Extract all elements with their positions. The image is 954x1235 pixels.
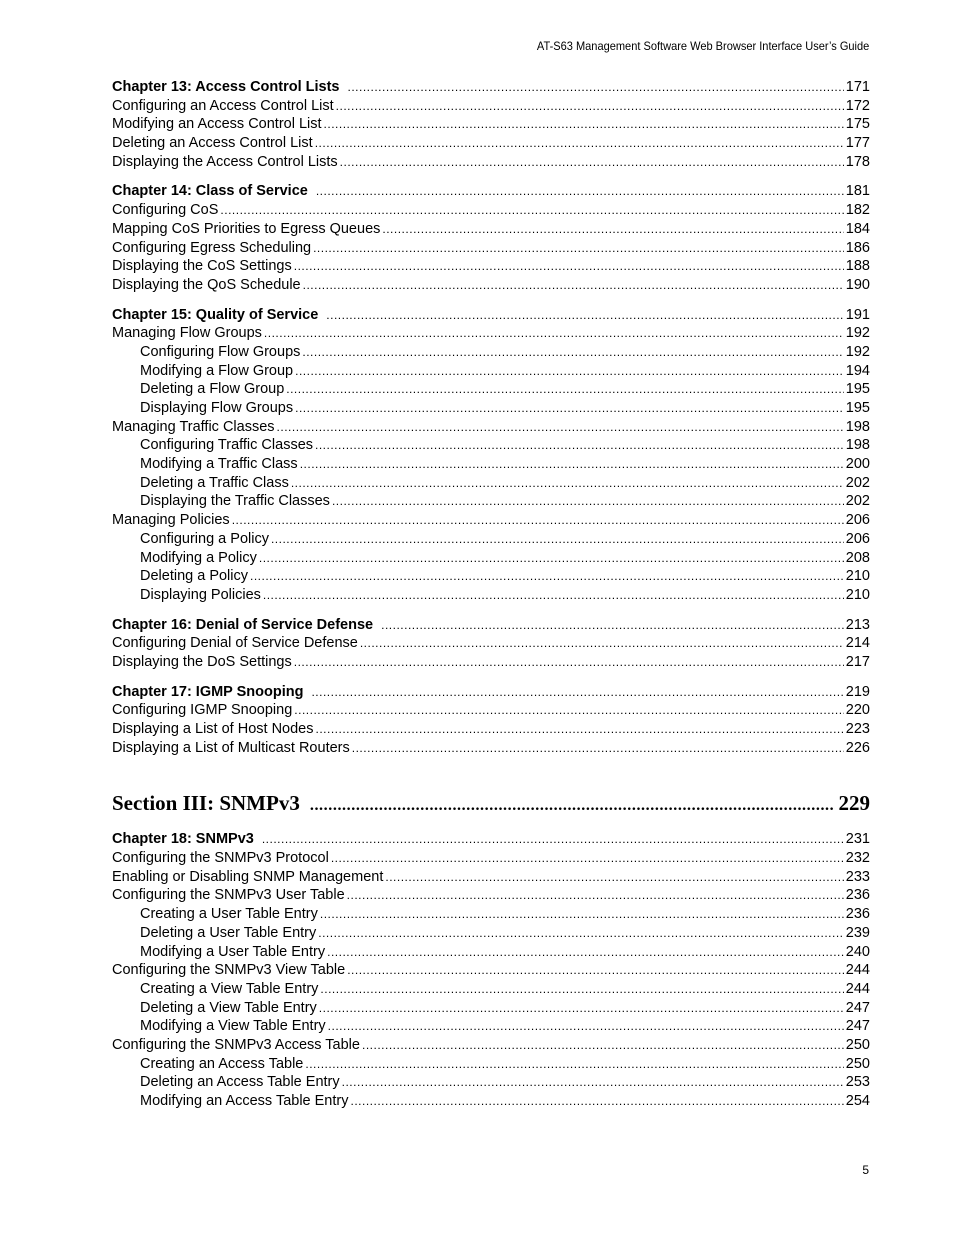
toc-title: Modifying a Flow Group [140, 362, 294, 379]
toc-title: Chapter 15: Quality of Service [112, 306, 319, 323]
toc-page-number: 213 [845, 616, 870, 633]
toc-subentry[interactable] [112, 943, 870, 962]
toc-title: Displaying a List of Host Nodes [112, 721, 314, 737]
toc-entry[interactable] [112, 868, 870, 887]
toc-subentry[interactable] [112, 362, 870, 381]
toc-page-number: 194 [845, 362, 870, 379]
dot-leader [294, 653, 844, 672]
toc-page-number: 217 [845, 653, 870, 670]
toc-page-number: 208 [845, 549, 870, 566]
toc-page-number: 254 [845, 1093, 870, 1109]
dot-leader [326, 306, 844, 325]
toc-page-number: 178 [845, 153, 870, 170]
dot-leader [303, 276, 844, 295]
toc-page-number: 198 [845, 418, 870, 435]
dot-leader [310, 793, 835, 819]
toc-entry[interactable] [112, 511, 870, 530]
toc-title: Creating a View Table Entry [140, 980, 319, 997]
toc-entry[interactable] [112, 739, 870, 758]
toc-page-number: 244 [845, 962, 870, 979]
toc-subentry[interactable] [112, 980, 870, 999]
toc-title: Configuring Denial of Service Defense [112, 635, 358, 652]
toc-page-number: 210 [845, 586, 870, 603]
toc-title: Configuring the SNMPv3 View Table [112, 962, 346, 979]
toc-title: Deleting a Traffic Class [140, 474, 289, 491]
dot-leader [332, 492, 844, 511]
toc-page-number: 236 [845, 887, 870, 904]
toc-subentry[interactable] [112, 455, 870, 474]
dot-leader [336, 97, 844, 116]
dot-leader [328, 1017, 844, 1036]
toc-page-number: 231 [845, 831, 870, 848]
dot-leader [262, 830, 844, 849]
dot-leader [381, 616, 844, 635]
dot-leader [232, 511, 844, 530]
dot-leader [331, 849, 844, 868]
toc-page-number: 244 [845, 980, 870, 997]
toc-title: Chapter 14: Class of Service [112, 183, 308, 200]
dot-leader [318, 924, 844, 943]
toc-page-number: 188 [845, 258, 870, 275]
page-number: 5 [862, 1163, 869, 1177]
toc-chapter-heading[interactable] [112, 78, 870, 97]
toc-subentry[interactable] [112, 586, 870, 605]
toc-subentry[interactable] [112, 1073, 870, 1092]
dot-leader [271, 530, 844, 549]
dot-leader [302, 343, 843, 362]
toc-title: Configuring CoS [112, 202, 219, 219]
dot-leader [313, 239, 844, 258]
toc-section-heading[interactable] [112, 790, 870, 819]
toc-title: Modifying a User Table Entry [140, 943, 326, 960]
toc-page-number: 253 [845, 1074, 870, 1091]
toc-page-number: 226 [845, 739, 870, 756]
toc-entry[interactable] [112, 134, 870, 153]
toc-page-number: 175 [845, 116, 870, 133]
toc-subentry[interactable] [112, 343, 870, 362]
toc-subentry[interactable] [112, 436, 870, 455]
dot-leader [347, 886, 844, 905]
toc-entry[interactable] [112, 220, 870, 239]
toc-title: Chapter 18: SNMPv3 [112, 831, 254, 848]
toc-subentry[interactable] [112, 549, 870, 568]
dot-leader [320, 980, 843, 999]
toc-page-number: 219 [845, 683, 870, 700]
table-of-contents [112, 78, 870, 1111]
toc-page-number: 223 [845, 721, 870, 737]
toc-title: Chapter 16: Denial of Service Defense [112, 616, 374, 633]
toc-title: Mapping CoS Priorities to Egress Queues [112, 220, 381, 237]
dot-leader [311, 683, 843, 702]
toc-page-number: 181 [845, 183, 870, 200]
toc-page-number: 239 [845, 924, 870, 941]
dot-leader [350, 1092, 843, 1111]
toc-subentry[interactable] [112, 380, 870, 399]
toc-title: Creating an Access Table [140, 1055, 304, 1072]
toc-page-number: 192 [845, 343, 870, 360]
toc-title: Managing Traffic Classes [112, 418, 275, 435]
toc-entry[interactable] [112, 276, 870, 295]
toc-title: Configuring the SNMPv3 Access Table [112, 1036, 360, 1053]
toc-title: Deleting a View Table Entry [140, 999, 317, 1016]
toc-title: Modifying an Access Control List [112, 116, 322, 133]
dot-leader [315, 436, 844, 455]
dot-leader [286, 380, 844, 399]
toc-page-number: 233 [845, 868, 870, 885]
dot-leader [305, 1055, 843, 1074]
dot-leader [324, 115, 844, 134]
toc-subentry[interactable] [112, 1055, 870, 1074]
dot-leader [362, 1036, 844, 1055]
toc-entry[interactable] [112, 97, 870, 116]
toc-page-number: 200 [845, 456, 870, 473]
dot-leader [352, 739, 844, 758]
toc-entry[interactable] [112, 324, 870, 343]
toc-page-number: 236 [845, 906, 870, 923]
toc-page-number: 250 [845, 1055, 870, 1072]
toc-title: Displaying Flow Groups [140, 400, 294, 416]
dot-leader [342, 1073, 844, 1092]
toc-title: Modifying a Traffic Class [140, 456, 298, 473]
toc-page-number: 184 [845, 220, 870, 237]
toc-chapter-heading[interactable] [112, 306, 870, 325]
dot-leader [315, 134, 844, 153]
toc-title: Configuring the SNMPv3 Protocol [112, 850, 329, 867]
dot-leader [316, 720, 844, 739]
toc-page-number: 250 [845, 1036, 870, 1053]
dot-leader [327, 943, 844, 962]
toc-page-number: 210 [845, 568, 870, 585]
toc-chapter-heading[interactable] [112, 616, 870, 635]
toc-entry[interactable] [112, 849, 870, 868]
dot-leader [320, 905, 844, 924]
running-header: AT-S63 Management Software Web Browser Interface User’s Guide [536, 39, 869, 53]
toc-title: Displaying Policies [140, 586, 261, 603]
toc-page-number: 195 [845, 400, 870, 416]
toc-entry[interactable] [112, 153, 870, 172]
toc-page-number: 172 [845, 97, 870, 114]
toc-title: Displaying a List of Multicast Routers [112, 739, 350, 756]
toc-page-number: 177 [845, 135, 870, 152]
dot-leader [295, 399, 844, 418]
dot-leader [259, 549, 844, 568]
toc-subentry[interactable] [112, 999, 870, 1018]
toc-page-number: 220 [845, 702, 870, 719]
toc-page-number: 247 [845, 999, 870, 1016]
toc-title: Displaying the DoS Settings [112, 653, 292, 670]
toc-entry[interactable] [112, 634, 870, 653]
dot-leader [277, 418, 844, 437]
dot-leader [340, 153, 844, 172]
toc-title: Modifying a View Table Entry [140, 1018, 326, 1035]
toc-chapter-heading[interactable] [112, 683, 870, 702]
dot-leader [300, 455, 844, 474]
toc-title: Modifying an Access Table Entry [140, 1093, 349, 1109]
toc-title: Displaying the Traffic Classes [140, 493, 330, 510]
toc-title: Deleting a Policy [140, 568, 248, 585]
toc-title: Section III: SNMPv3 [112, 791, 300, 816]
dot-leader [382, 220, 843, 239]
toc-chapter-heading[interactable] [112, 830, 870, 849]
toc-title: Configuring Traffic Classes [140, 437, 314, 454]
toc-subentry[interactable] [112, 567, 870, 586]
toc-page-number: 202 [845, 493, 870, 510]
toc-page-number: 186 [845, 239, 870, 256]
toc-entry[interactable] [112, 701, 870, 720]
dot-leader [295, 362, 844, 381]
toc-subentry[interactable] [112, 399, 870, 418]
toc-entry[interactable] [112, 115, 870, 134]
dot-leader [348, 78, 844, 97]
toc-entry[interactable] [112, 961, 870, 980]
toc-title: Managing Flow Groups [112, 325, 262, 342]
toc-title: Deleting an Access Control List [112, 135, 313, 152]
toc-subentry[interactable] [112, 1092, 870, 1111]
toc-title: Configuring Egress Scheduling [112, 239, 312, 256]
toc-entry[interactable] [112, 418, 870, 437]
dot-leader [385, 868, 843, 887]
toc-title: Managing Policies [112, 512, 230, 529]
toc-page-number: 182 [845, 202, 870, 219]
toc-title: Deleting a User Table Entry [140, 924, 317, 941]
toc-title: Chapter 17: IGMP Snooping [112, 683, 304, 700]
toc-page-number: 214 [845, 635, 870, 652]
toc-page-number: 206 [845, 530, 870, 547]
dot-leader [264, 324, 844, 343]
toc-entry[interactable] [112, 257, 870, 276]
dot-leader [250, 567, 844, 586]
toc-page-number: 192 [845, 325, 870, 342]
toc-page-number: 240 [845, 943, 870, 960]
toc-entry[interactable] [112, 239, 870, 258]
toc-page-number: 247 [845, 1018, 870, 1035]
toc-subentry[interactable] [112, 474, 870, 493]
toc-subentry[interactable] [112, 530, 870, 549]
toc-entry[interactable] [112, 201, 870, 220]
toc-title: Creating a User Table Entry [140, 906, 318, 923]
toc-page-number: 198 [845, 437, 870, 454]
toc-title: Configuring IGMP Snooping [112, 702, 293, 719]
toc-page-number: 191 [845, 306, 870, 323]
toc-title: Chapter 13: Access Control Lists [112, 79, 340, 95]
dot-leader [291, 474, 844, 493]
toc-title: Deleting a Flow Group [140, 381, 285, 398]
toc-title: Configuring Flow Groups [140, 343, 301, 360]
toc-title: Configuring the SNMPv3 User Table [112, 887, 345, 904]
toc-page-number: 206 [845, 512, 870, 529]
toc-entry[interactable] [112, 1036, 870, 1055]
toc-subentry[interactable] [112, 924, 870, 943]
dot-leader [220, 201, 843, 220]
toc-subentry[interactable] [112, 905, 870, 924]
toc-entry[interactable] [112, 886, 870, 905]
toc-title: Enabling or Disabling SNMP Management [112, 868, 384, 885]
dot-leader [294, 701, 844, 720]
toc-page-number: 229 [838, 791, 870, 816]
dot-leader [263, 586, 844, 605]
dot-leader [347, 961, 844, 980]
toc-entry[interactable] [112, 653, 870, 672]
dot-leader [294, 257, 844, 276]
toc-title: Configuring an Access Control List [112, 97, 334, 114]
toc-page-number: 202 [845, 474, 870, 491]
toc-title: Displaying the QoS Schedule [112, 276, 301, 293]
toc-page-number: 232 [845, 850, 870, 867]
toc-subentry[interactable] [112, 1017, 870, 1036]
toc-title: Configuring a Policy [140, 530, 269, 547]
toc-page-number: 195 [845, 381, 870, 398]
toc-title: Displaying the CoS Settings [112, 258, 292, 275]
toc-entry[interactable] [112, 720, 870, 739]
toc-chapter-heading[interactable] [112, 182, 870, 201]
toc-subentry[interactable] [112, 492, 870, 511]
toc-title: Displaying the Access Control Lists [112, 153, 338, 170]
toc-page-number: 190 [845, 276, 870, 293]
dot-leader [360, 634, 844, 653]
dot-leader [316, 182, 844, 201]
toc-title: Deleting an Access Table Entry [140, 1074, 340, 1091]
toc-page-number: 171 [845, 79, 870, 95]
toc-title: Modifying a Policy [140, 549, 257, 566]
dot-leader [319, 999, 844, 1018]
